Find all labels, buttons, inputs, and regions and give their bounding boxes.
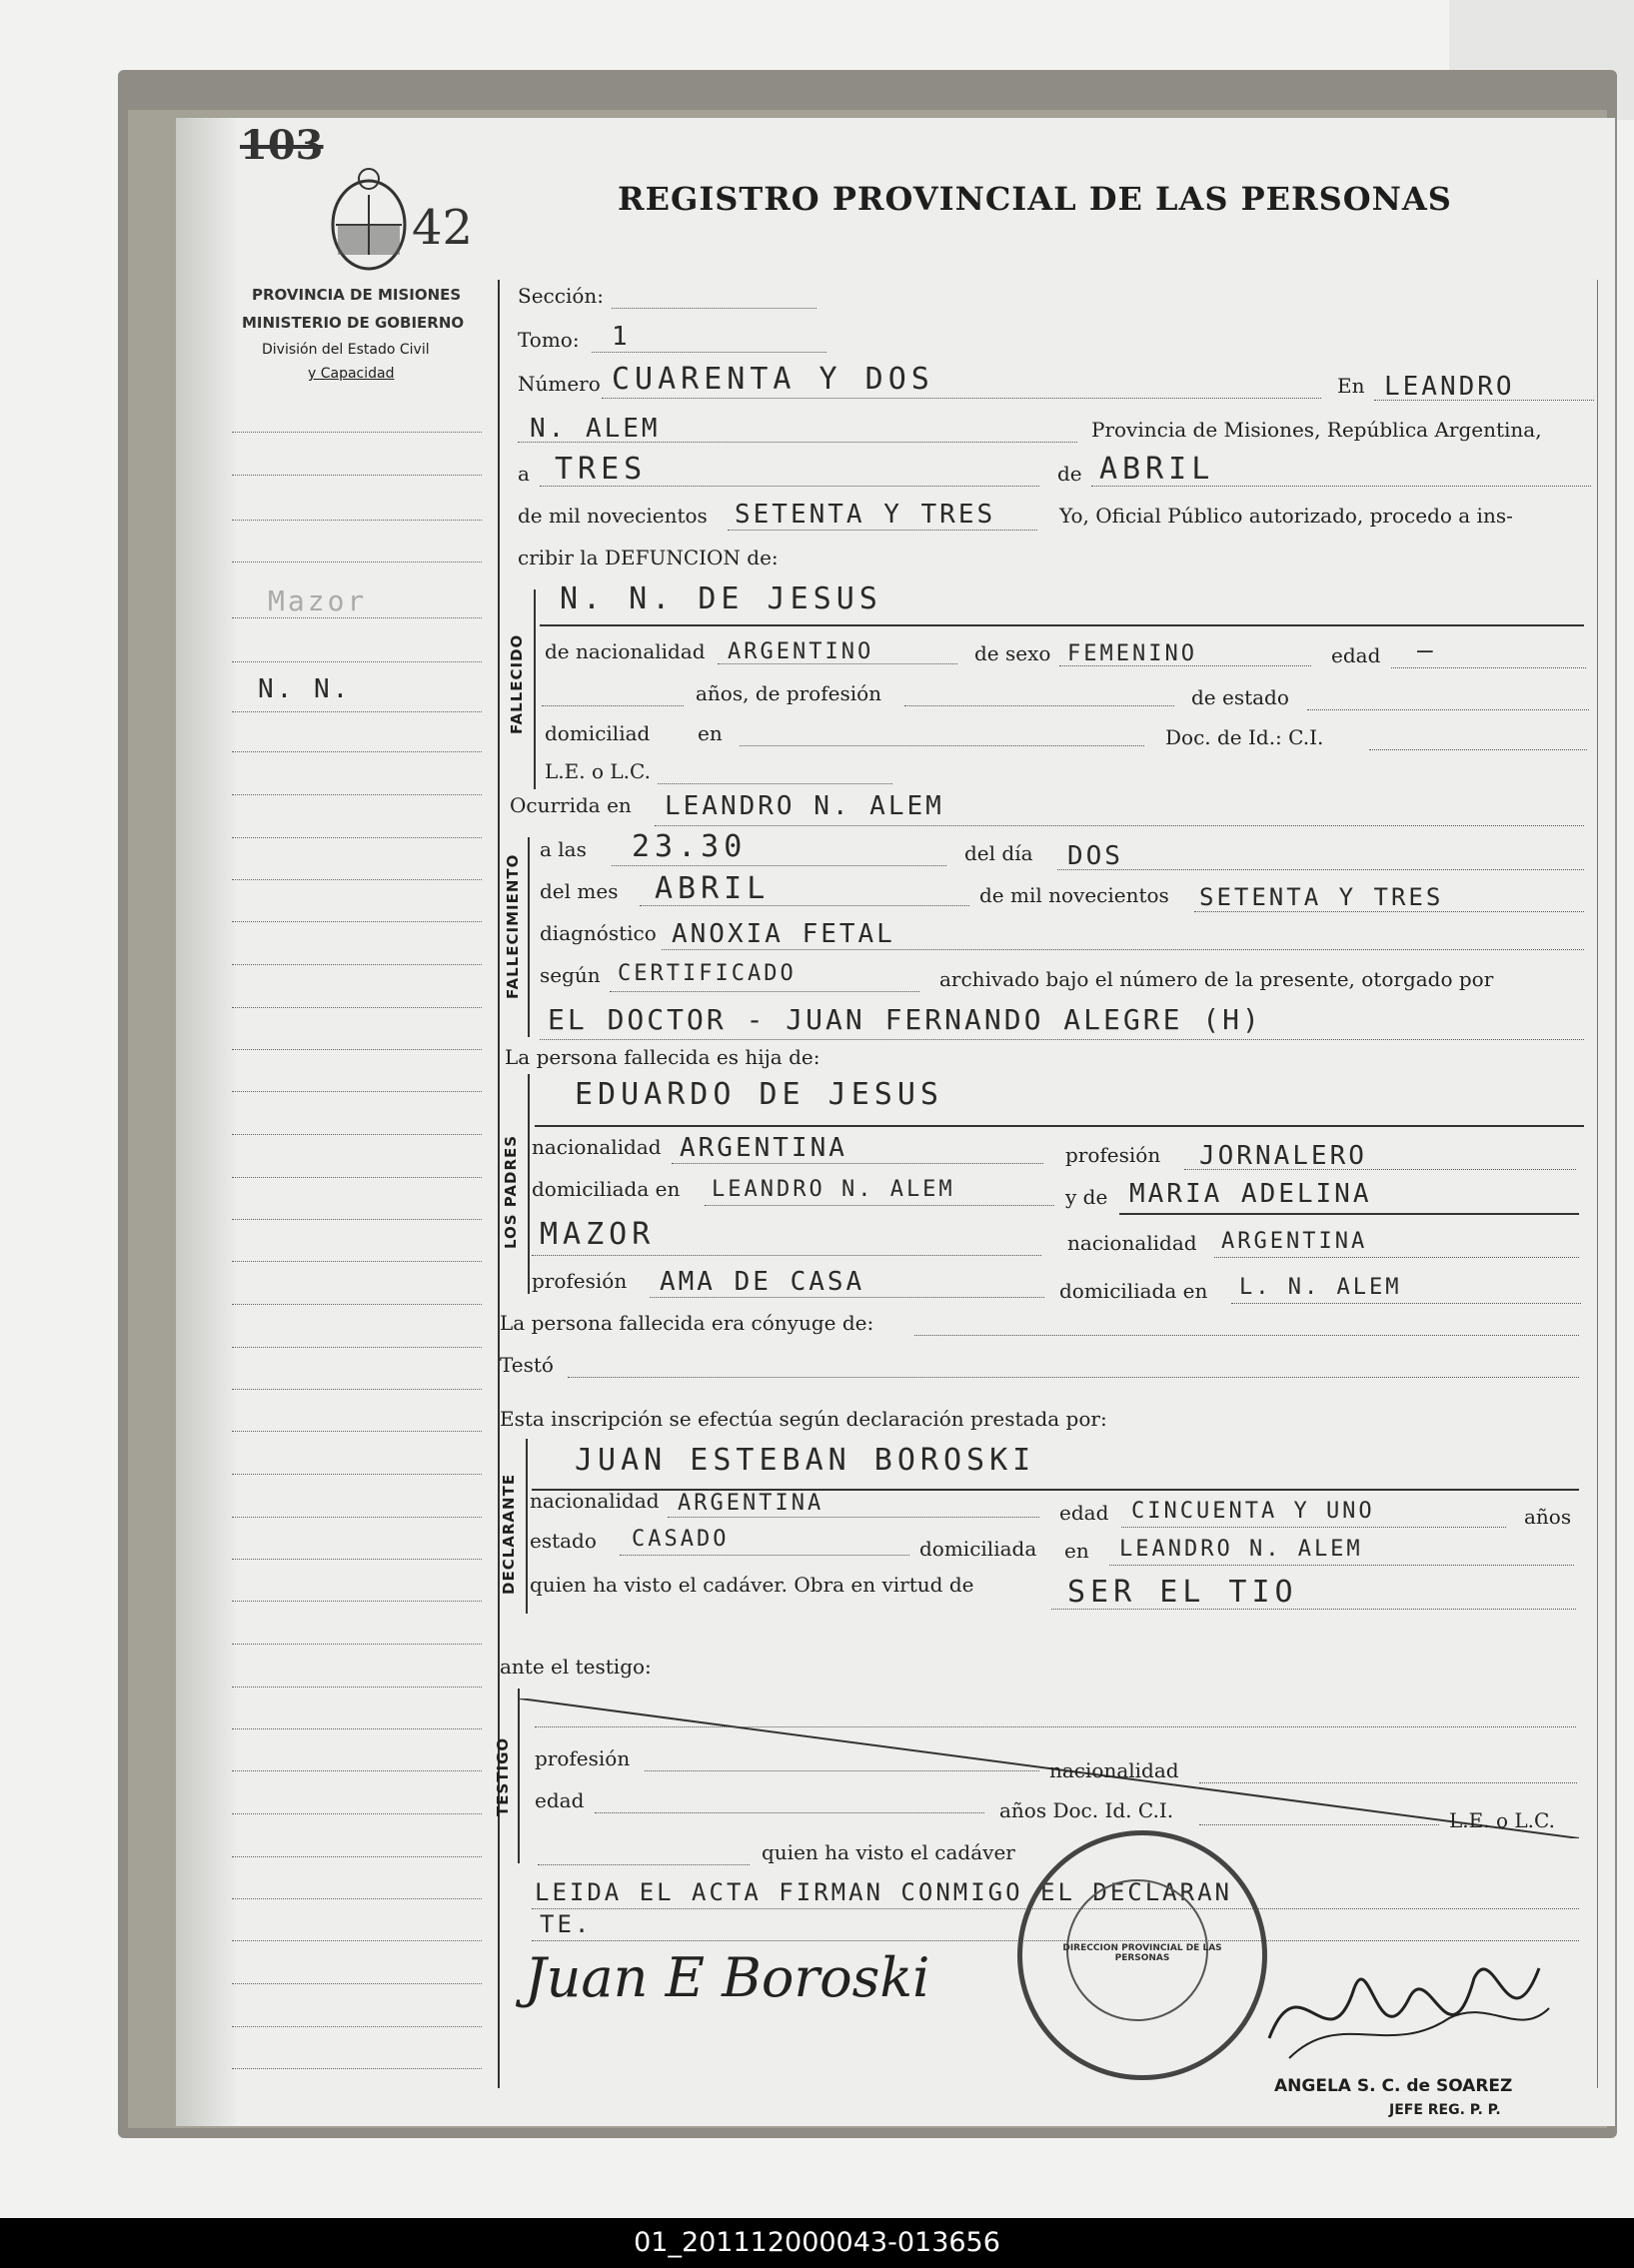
madre-profesion-value: AMA DE CASA xyxy=(660,1267,865,1297)
issuer-ministry: MINISTERIO DE GOBIERNO xyxy=(242,314,465,332)
testigo-nacionalidad-label: nacionalidad xyxy=(1049,1758,1179,1782)
padres-label: LOS PADRES xyxy=(502,1134,520,1249)
closing-line-2: TE. xyxy=(540,1910,593,1938)
seccion-line xyxy=(612,308,817,309)
fallecido-le-label: L.E. o L.C. xyxy=(545,759,651,783)
testigo-name-line xyxy=(535,1726,1576,1727)
padre-domicilio-value: LEANDRO N. ALEM xyxy=(712,1177,955,1202)
fallecido-le-line xyxy=(658,783,892,784)
fallecido-en-label: en xyxy=(698,721,723,745)
fallecido-sexo-value: FEMENINO xyxy=(1067,641,1197,666)
fallecido-name-line xyxy=(540,624,1584,626)
padres-divider xyxy=(528,1074,530,1294)
testo-label: Testó xyxy=(500,1353,554,1377)
padre-name: EDUARDO DE JESUS xyxy=(575,1077,943,1112)
margin-line xyxy=(232,1728,482,1729)
closing-line-1: LEIDA EL ACTA FIRMAN CONMIGO EL DECLARAN xyxy=(535,1878,1232,1906)
en-value: LEANDRO xyxy=(1384,372,1515,402)
fallecido-anos-label: años, de profesión xyxy=(696,681,882,705)
a-las-label: a las xyxy=(540,837,587,861)
fallecido-sexo-label: de sexo xyxy=(974,641,1051,665)
testigo-profesion-label: profesión xyxy=(535,1746,631,1770)
year-line xyxy=(728,530,1037,531)
padre-domicilio-label: domiciliada en xyxy=(532,1177,681,1201)
fallecido-domiciliado-label: domiciliad xyxy=(545,721,651,745)
margin-note-nn: N. N. xyxy=(258,674,352,704)
fallecido-name: N. N. DE JESUS xyxy=(560,581,882,616)
en-label: En xyxy=(1337,374,1365,398)
padre-profesion-label: profesión xyxy=(1065,1143,1161,1167)
official-signature xyxy=(1259,1918,1559,2082)
issuer-province: PROVINCIA DE MISIONES xyxy=(252,286,462,304)
day-value: TRES xyxy=(555,452,648,487)
margin-line xyxy=(232,1177,482,1178)
diagnostico-line xyxy=(662,949,1584,950)
year-prefix: de mil novecientos xyxy=(518,504,708,528)
margin-line xyxy=(232,837,482,838)
official-name: ANGELA S. C. de SOAREZ xyxy=(1274,2076,1513,2096)
margin-line xyxy=(232,617,482,618)
medico-value: EL DOCTOR - JUAN FERNANDO ALEGRE (H) xyxy=(548,1003,1262,1036)
image-caption: 01_201112000043-013656 xyxy=(0,2218,1634,2268)
year-value: SETENTA Y TRES xyxy=(735,500,996,530)
place-line xyxy=(518,442,1077,443)
padre-profesion-line xyxy=(1184,1169,1576,1170)
madre-nacionalidad-line xyxy=(1214,1257,1579,1258)
numero-value: CUARENTA Y DOS xyxy=(612,362,934,397)
de-label: de xyxy=(1057,462,1082,486)
margin-line xyxy=(232,1007,482,1008)
fallecido-domicilio-line xyxy=(740,745,1144,746)
declarante-intro: Esta inscripción se efectúa según declaración prestada por: xyxy=(500,1407,1107,1431)
testigo-intro: ante el testigo: xyxy=(500,1655,652,1679)
testigo-nacionalidad-line xyxy=(1199,1782,1577,1783)
inscribir-text: cribir la DEFUNCION de: xyxy=(518,546,779,569)
hora-line xyxy=(612,865,946,866)
margin-line xyxy=(232,1347,482,1348)
right-border xyxy=(1597,280,1598,2088)
y-de-label: y de xyxy=(1065,1185,1108,1209)
place-value: N. ALEM xyxy=(530,414,661,444)
fallecimiento-divider xyxy=(528,837,530,1037)
numero-label: Número xyxy=(518,372,601,396)
diagnostico-value: ANOXIA FETAL xyxy=(672,919,895,949)
issuer-capacity: y Capacidad xyxy=(308,366,395,382)
declarante-anos-label: años xyxy=(1524,1505,1572,1529)
fallecido-nacionalidad-value: ARGENTINO xyxy=(728,639,874,664)
declarante-obra-value: SER EL TIO xyxy=(1067,1575,1298,1610)
mes-value: ABRIL xyxy=(655,871,771,906)
margin-line xyxy=(232,1940,482,1941)
oficial-text: Yo, Oficial Público autorizado, procedo a ins- xyxy=(1059,504,1513,528)
declarante-edad-line xyxy=(1121,1527,1506,1528)
fallecido-edad-value: — xyxy=(1417,635,1436,665)
margin-line xyxy=(232,1219,482,1220)
conyuge-line xyxy=(914,1335,1579,1336)
numero-line xyxy=(602,398,1321,399)
padre-domicilio-line xyxy=(705,1205,1054,1206)
medico-line xyxy=(540,1039,1584,1040)
page-title: REGISTRO PROVINCIAL DE LAS PERSONAS xyxy=(618,180,1452,218)
margin-line xyxy=(232,1813,482,1814)
hora-value: 23.30 xyxy=(632,829,748,864)
ocurrida-line xyxy=(655,825,1584,826)
madre-profesion-line xyxy=(650,1297,1044,1298)
padre-name-line xyxy=(535,1125,1584,1127)
testigo-edad-label: edad xyxy=(535,1788,585,1812)
declarante-nacionalidad-value: ARGENTINA xyxy=(678,1491,824,1516)
del-mes-label: del mes xyxy=(540,879,619,903)
margin-line xyxy=(232,964,482,965)
margin-line xyxy=(232,432,482,433)
column-divider xyxy=(498,280,500,2088)
declarante-edad-label: edad xyxy=(1059,1501,1109,1525)
margin-line xyxy=(232,1644,482,1645)
margin-line xyxy=(232,711,482,712)
madre-domicilio-label: domiciliada en xyxy=(1059,1279,1208,1303)
margin-line xyxy=(232,1049,482,1050)
del-dia-label: del día xyxy=(964,841,1033,865)
testigo-profesion-line xyxy=(645,1770,1039,1771)
fallecido-profesion-line xyxy=(904,705,1174,706)
testigo-doc-line xyxy=(1199,1824,1439,1825)
testo-line xyxy=(568,1377,1579,1378)
declarante-domicilio-value: LEANDRO N. ALEM xyxy=(1119,1537,1363,1562)
diagnostico-label: diagnóstico xyxy=(540,921,657,945)
declarante-domicilio-line xyxy=(1109,1565,1574,1566)
ocurrida-value: LEANDRO N. ALEM xyxy=(665,791,944,821)
fallecido-sexo-line xyxy=(1059,665,1311,666)
fallecido-nacionalidad-line xyxy=(718,663,957,664)
month-line xyxy=(1091,486,1591,487)
issuer-division: División del Estado Civil xyxy=(262,342,430,358)
declarante-domiciliada-label: domiciliada xyxy=(919,1537,1037,1561)
margin-line xyxy=(232,1134,482,1135)
ocurrida-label: Ocurrida en xyxy=(510,793,632,817)
margin-line xyxy=(232,2068,482,2069)
margin-line xyxy=(232,661,482,662)
declarante-name: JUAN ESTEBAN BOROSKI xyxy=(575,1443,1036,1478)
fallecimiento-year-value: SETENTA Y TRES xyxy=(1199,883,1444,911)
margin-line xyxy=(232,1898,482,1899)
declarante-nacionalidad-label: nacionalidad xyxy=(530,1489,660,1513)
segun-line xyxy=(610,991,919,992)
tomo-line xyxy=(592,352,826,353)
month-value: ABRIL xyxy=(1099,452,1215,487)
province-text: Provincia de Misiones, República Argentina, xyxy=(1091,418,1542,442)
a-label: a xyxy=(518,462,530,486)
margin-line xyxy=(232,1304,482,1305)
margin-line xyxy=(232,1601,482,1602)
fallecido-edad-line xyxy=(1391,667,1586,668)
fallecido-estado-line xyxy=(1307,709,1589,710)
seccion-label: Sección: xyxy=(518,284,604,308)
fallecimiento-label: FALLECIMIENTO xyxy=(504,853,522,999)
declarante-divider xyxy=(526,1439,528,1614)
margin-line xyxy=(232,1261,482,1262)
margin-line xyxy=(232,2026,482,2027)
fallecido-doc-line xyxy=(1369,749,1587,750)
fallecido-label: FALLECIDO xyxy=(508,633,526,734)
conyuge-label: La persona fallecida era cónyuge de: xyxy=(500,1311,874,1335)
day-line xyxy=(540,486,1039,487)
margin-line xyxy=(232,794,482,795)
fallecido-estado-label: de estado xyxy=(1191,685,1289,709)
fallecido-edad-label: edad xyxy=(1331,643,1381,667)
declarante-en-label: en xyxy=(1064,1539,1089,1563)
fallecido-nacionalidad-label: de nacionalidad xyxy=(545,639,706,663)
fallecimiento-year-line xyxy=(1194,911,1584,912)
page-gutter xyxy=(176,118,236,2126)
declarante-estado-line xyxy=(620,1555,909,1556)
testigo-le-label: L.E. o L.C. xyxy=(1449,1808,1555,1832)
archivado-text: archivado bajo el número de la presente, otorgado por xyxy=(939,967,1494,991)
madre-domicilio-line xyxy=(1231,1303,1581,1304)
madre-name-1: MARIA ADELINA xyxy=(1129,1179,1372,1209)
margin-line xyxy=(232,1559,482,1560)
padre-nacionalidad-value: ARGENTINA xyxy=(680,1133,847,1163)
madre-nacionalidad-value: ARGENTINA xyxy=(1221,1229,1368,1254)
madre-domicilio-value: L. N. ALEM xyxy=(1239,1275,1402,1300)
margin-line xyxy=(232,751,482,752)
seal-text: DIRECCION PROVINCIAL DE LAS PERSONAS xyxy=(1062,1943,1222,1963)
margin-line xyxy=(232,879,482,880)
segun-value: CERTIFICADO xyxy=(618,961,797,986)
declarante-edad-value: CINCUENTA Y UNO xyxy=(1131,1499,1375,1524)
mes-line xyxy=(640,905,969,906)
madre-name-line-2 xyxy=(532,1255,1041,1256)
official-title: JEFE REG. P. P. xyxy=(1389,2102,1501,2118)
padre-nacionalidad-label: nacionalidad xyxy=(532,1135,662,1159)
madre-profesion-label: profesión xyxy=(532,1269,628,1293)
margin-line xyxy=(232,1389,482,1390)
fallecido-doc-label: Doc. de Id.: C.I. xyxy=(1165,725,1324,749)
padre-nacionalidad-line xyxy=(672,1163,1043,1164)
margin-line xyxy=(232,1474,482,1475)
madre-name-line-1 xyxy=(1119,1213,1579,1215)
dia-value: DOS xyxy=(1067,841,1123,871)
padre-profesion-value: JORNALERO xyxy=(1199,1141,1367,1171)
margin-line xyxy=(232,1687,482,1688)
margin-line xyxy=(232,1091,482,1092)
margin-line xyxy=(232,1517,482,1518)
folio-number: 42 xyxy=(412,200,474,256)
padres-intro: La persona fallecida es hija de: xyxy=(505,1045,820,1069)
official-seal xyxy=(1017,1830,1267,2080)
testigo-visto-label: quien ha visto el cadáver xyxy=(762,1840,1015,1864)
stamp-number: 103 xyxy=(240,122,324,169)
coat-of-arms-icon xyxy=(328,165,410,279)
segun-label: según xyxy=(540,963,601,987)
margin-note-mazor: Mazor xyxy=(268,584,368,617)
margin-line xyxy=(232,1856,482,1857)
testigo-anos-doc-label: años Doc. Id. C.I. xyxy=(999,1798,1174,1822)
margin-line xyxy=(232,562,482,563)
fallecido-anos-line xyxy=(542,705,684,706)
declarante-label: DECLARANTE xyxy=(500,1473,518,1595)
declarante-nacionalidad-line xyxy=(668,1517,1039,1518)
margin-line xyxy=(232,921,482,922)
margin-line xyxy=(232,475,482,476)
dia-line xyxy=(1057,869,1584,870)
declarante-signature: Juan E Boroski xyxy=(525,1946,930,2009)
declarante-estado-label: estado xyxy=(530,1529,597,1553)
madre-nacionalidad-label: nacionalidad xyxy=(1067,1231,1197,1255)
testigo-visto-line-left xyxy=(538,1864,750,1865)
declarante-visto-text: quien ha visto el cadáver. Obra en virtud de xyxy=(530,1573,974,1597)
fallecido-divider xyxy=(534,589,536,789)
testigo-edad-line xyxy=(595,1812,984,1813)
declarante-estado-value: CASADO xyxy=(632,1527,730,1552)
tomo-label: Tomo: xyxy=(518,328,580,352)
margin-line xyxy=(232,1983,482,1984)
fallecimiento-year-prefix: de mil novecientos xyxy=(979,883,1169,907)
margin-line xyxy=(232,1770,482,1771)
madre-name-2: MAZOR xyxy=(540,1217,656,1252)
en-line xyxy=(1374,400,1594,401)
margin-line xyxy=(232,520,482,521)
declarante-obra-line xyxy=(1051,1609,1576,1610)
tomo-value: 1 xyxy=(612,322,631,352)
testigo-label: TESTIGO xyxy=(494,1736,512,1816)
margin-line xyxy=(232,1431,482,1432)
